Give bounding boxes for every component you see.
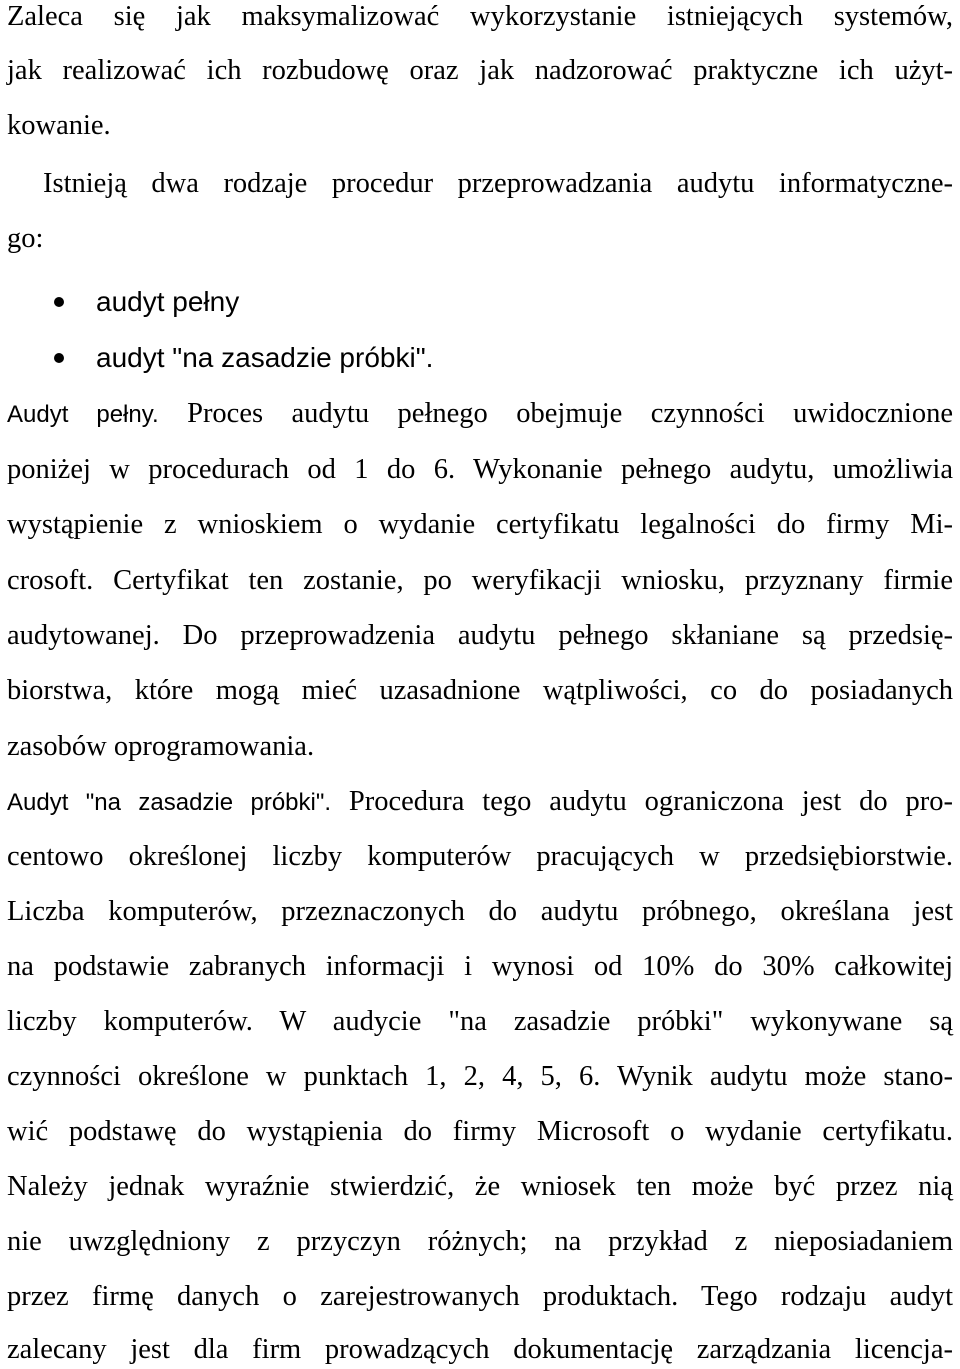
text-line: Audyt "na zasadzie próbki". Procedura tego audytu ograniczona jest do pro- [7,786,953,817]
text-line: wystąpienie z wnioskiem o wydanie certyfikatu legalności do firmy Mi- [7,509,953,540]
text-line: poniżej w procedurach od 1 do 6. Wykonanie pełnego audytu, umożliwia [7,454,953,485]
text-line: zalecany jest dla firm prowadzących dokumentację zarządzania licencja- [7,1334,953,1365]
list-item [54,341,433,375]
text-line: Zaleca się jak maksymalizować wykorzystanie istniejących systemów, [7,1,953,32]
text-line: go: [7,223,44,254]
text-line: czynności określone w punktach 1, 2, 4, 5, 6. Wynik audytu może stano- [7,1061,953,1092]
text-line: wić podstawę do wystąpienia do firmy Microsoft o wydanie certyfikatu. [7,1116,953,1147]
list-item-label: audyt "na zasadzie próbki". [96,342,434,373]
text-line: na podstawie zabranych informacji i wynosi od 10% do 30% całkowitej [7,951,953,982]
section-heading: Audyt pełny. [7,401,159,428]
list-item-label: audyt pełny [96,286,240,317]
text-line: przez firmę danych o zarejestrowanych produktach. Tego rodzaju audyt [7,1281,953,1312]
text-line: centowo określonej liczby komputerów pracujących w przedsiębiorstwie. [7,841,953,872]
text-line: Audyt pełny. Proces audytu pełnego obejmuje czynności uwidocznione [7,398,953,429]
text-line: liczby komputerów. W audycie "na zasadzie próbki" wykonywane są [7,1006,953,1037]
text-line: Istnieją dwa rodzaje procedur przeprowadzania audytu informatyczne- [43,168,953,199]
text-line: Należy jednak wyraźnie stwierdzić, że wniosek ten może być przez nią [7,1171,953,1202]
bullet-icon [54,353,64,363]
text-line: kowanie. [7,110,111,141]
section-heading: Audyt "na zasadzie próbki". [7,789,332,816]
text-line: jak realizować ich rozbudowę oraz jak nadzorować praktyczne ich użyt- [7,55,953,86]
text-line: audytowanej. Do przeprowadzenia audytu pełnego skłaniane są przedsię- [7,620,953,651]
text-line: nie uwzględniony z przyczyn różnych; na przykład z nieposiadaniem [7,1226,953,1257]
text-line: zasobów oprogramowania. [7,731,315,762]
list-item [54,285,239,319]
text-line: Liczba komputerów, przeznaczonych do audytu próbnego, określana jest [7,896,953,927]
bullet-icon [54,297,64,307]
text-line: biorstwa, które mogą mieć uzasadnione wątpliwości, co do posiadanych [7,675,953,706]
text-line: crosoft. Certyfikat ten zostanie, po weryfikacji wniosku, przyznany firmie [7,565,953,596]
